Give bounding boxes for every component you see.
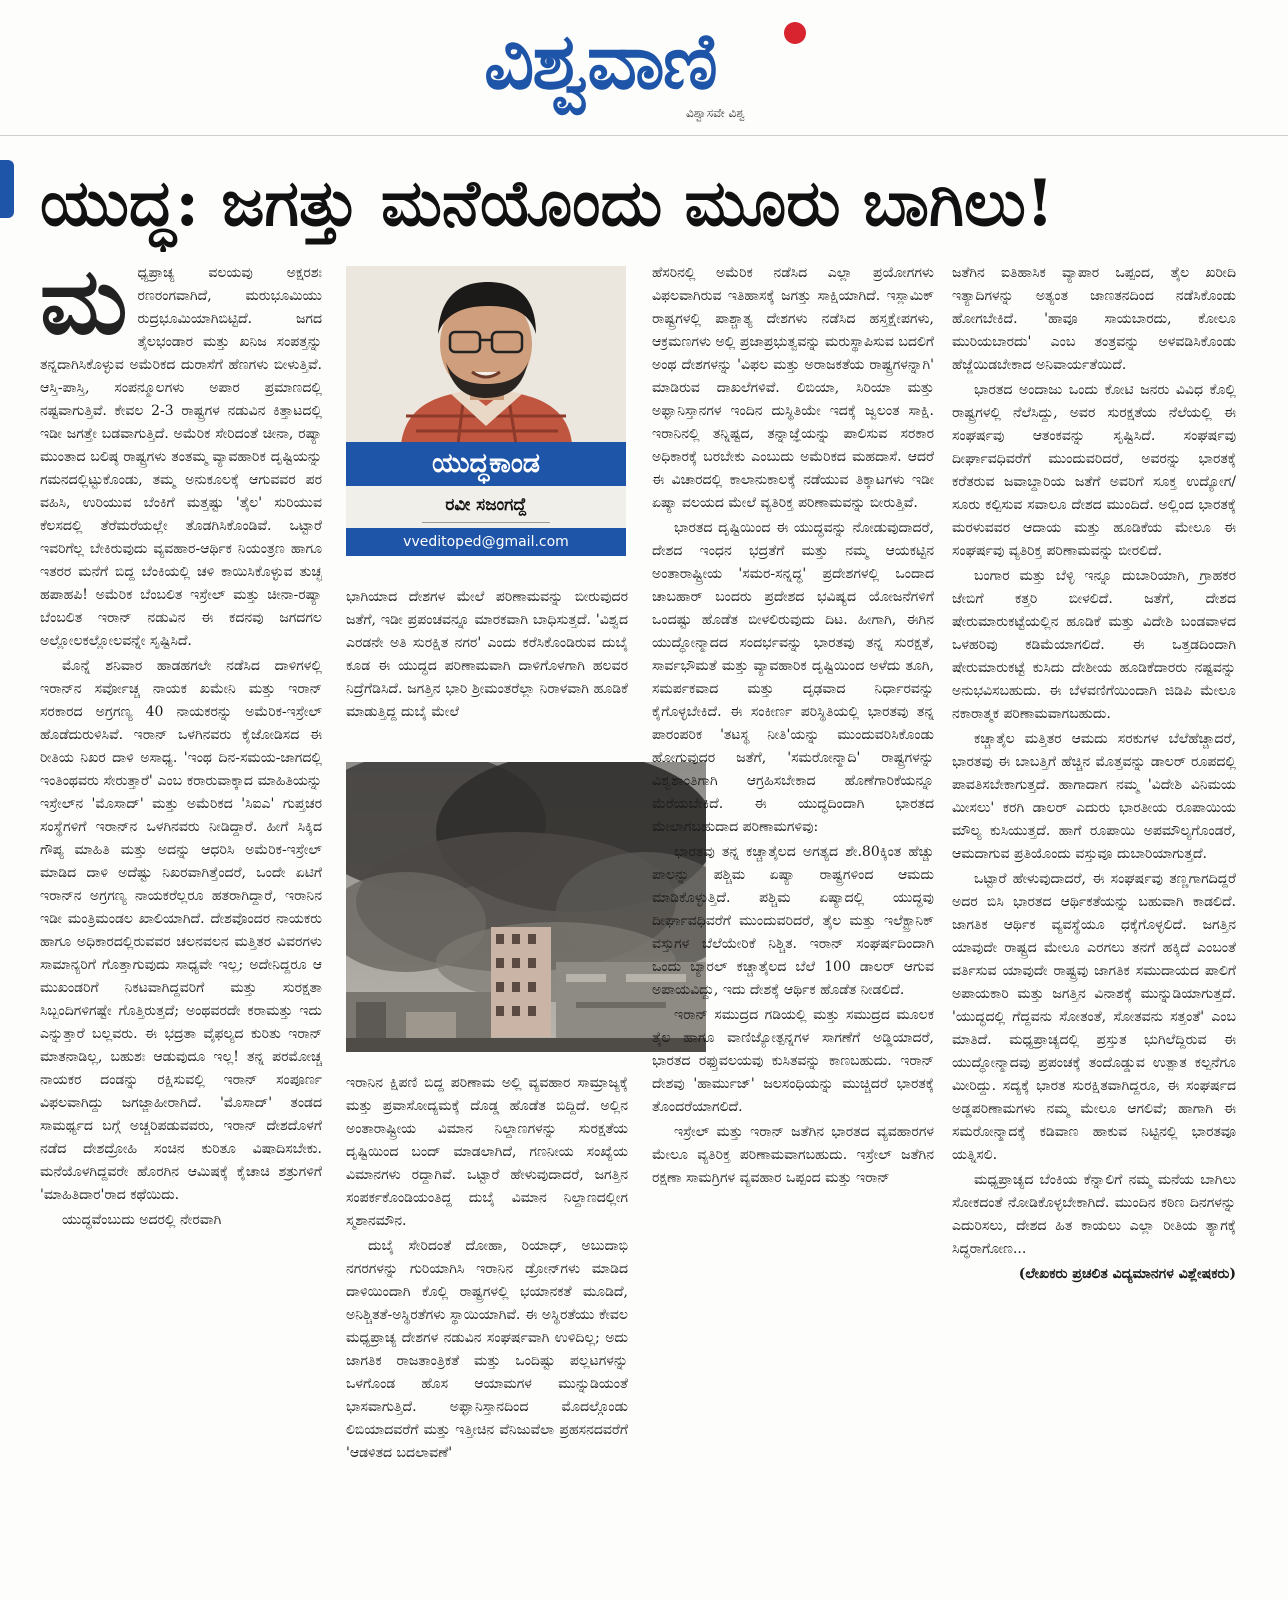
article-paragraph: ದುಬೈ ಸೇರಿದಂತೆ ದೋಹಾ, ರಿಯಾಧ್, ಅಬುದಾಭಿ ನಗರಗಳನ್ನು ಗುರಿಯಾಗಿಸಿ ಇರಾನಿನ ಡ್ರೋನ್‌ಗಳು ಮಾಡಿದ ದಾಳಿಯಿಂದಾಗಿ ಕೊಲ್ಲಿ ರಾಷ್ಟ್ರಗಳಲ್ಲಿ ಭಯಾನಕತೆ ಮೂಡಿದೆ, ಅನಿಶ್ಚಿತತೆ-ಅಸ್ಥಿರತೆಗಳು ಸ್ಥಾಯಿಯಾಗಿವೆ. ಈ ಅಸ್ಥಿರತೆಯು ಕೇವಲ ಮಧ್ಯಪ್ರಾಚ್ಯ ದೇಶಗಳ ನಡುವಿನ ಸಂಘರ್ಷವಾಗಿ ಉಳಿದಿಲ್ಲ; ಅದು ಜಾಗತಿಕ ರಾಜತಾಂತ್ರಿಕತೆ ಮತ್ತು ಒಂದಿಷ್ಟು ಪಲ್ಲಟಗಳನ್ನು ಒಳಗೊಂಡ ಹೊಸ ಆಯಾಮಗಳ ಮುನ್ನುಡಿಯಂತೆ ಭಾಸವಾಗುತ್ತಿದೆ. ಅಫ್ಘಾನಿಸ್ತಾನದಿಂದ ಮೊದಲ್ಗೊಂಡು ಲಿಬಿಯಾದವರೆಗೆ ಮತ್ತು ಇತ್ತೀಚಿನ ವೆನಿಜುವೆಲಾ ಪ್ರಹಸನದವರೆಗೆ 'ಆಡಳಿತದ ಬದಲಾವಣೆ' [346, 1238, 628, 1461]
author-byline: (ಲೇಖಕರು ಪ್ರಚಲಿತ ವಿದ್ಯಮಾನಗಳ ವಿಶ್ಲೇಷಕರು) [1018, 1266, 1236, 1282]
article-paragraph: ಇಸ್ರೇಲ್ ಮತ್ತು ಇರಾನ್ ಜತೆಗಿನ ಭಾರತದ ವ್ಯವಹಾರಗಳ ಮೇಲೂ ವ್ಯತಿರಿಕ್ತ ಪರಿಣಾಮವಾಗಬಹುದು. ಇಸ್ರೇಲ್ ಜತೆಗಿನ ರಕ್ಷಣಾ ಸಾಮಗ್ರಿಗಳ ವ್ಯವಹಾರ ಒಪ್ಪಂದ ಮತ್ತು ಇರಾನ್ [652, 1124, 934, 1186]
drop-cap: ಮ [40, 262, 128, 355]
article-paragraph: ಬಂಗಾರ ಮತ್ತು ಬೆಳ್ಳಿ ಇನ್ನೂ ದುಬಾರಿಯಾಗಿ, ಗ್ರಾಹಕರ ಜೇಬಿಗೆ ಕತ್ತರಿ ಬೀಳಲಿದೆ. ಜತೆಗೆ, ದೇಶದ ಷೇರುಮಾರುಕಟ್ಟೆಯಲ್ಲಿನ ಹೂಡಿಕೆ ಮತ್ತು ವಿದೇಶಿ ಬಂಡವಾಳದ ಒಳಹರಿವು ಕಡಿಮೆಯಾಗಲಿದೆ. ಈ ಒತ್ತಡದಿಂದಾಗಿ ಷೇರುಮಾರುಕಟ್ಟೆ ಕುಸಿದು ದೇಶೀಯ ಹೂಡಿಕೆದಾರರು ನಷ್ಟವನ್ನು ಅನುಭವಿಸಬಹುದು. ಈ ಬೆಳವಣಿಗೆಯಿಂದಾಗಿ ಜಿಡಿಪಿ ಮೇಲೂ ನಕಾರಾತ್ಮಕ ಪರಿಣಾಮವಾಗಬಹುದು. [952, 568, 1236, 722]
article-paragraph: ಭಾರತದ ದೃಷ್ಟಿಯಿಂದ ಈ ಯುದ್ಧವನ್ನು ನೋಡುವುದಾದರೆ, ದೇಶದ ಇಂಧನ ಭದ್ರತೆಗೆ ಮತ್ತು ನಮ್ಮ ಆಯಕಟ್ಟಿನ ಅಂತಾರಾಷ್ಟ್ರೀಯ 'ಸಮರ-ಸನ್ನದ್ಧ' ಪ್ರದೇಶಗಳಲ್ಲಿ ಒಂದಾದ ಚಾಬಹಾರ್ ಬಂದರು ಪ್ರದೇಶದ ಭವಿಷ್ಯದ ಯೋಜನೆಗಳಿಗೆ ಒಂದಷ್ಟು ಹೊಡೆತ ಬೀಳಲಿರುವುದು ದಿಟ. ಹೀಗಾಗಿ, ಈಗಿನ ಯುದ್ಧೋನ್ಮಾದದ ಸಂದರ್ಭವನ್ನು ಭಾರತವು ತನ್ನ ಸುರಕ್ಷತೆ, ಸಾರ್ವಭೌಮತೆ ಮತ್ತು ವ್ಯಾವಹಾರಿಕ ದೃಷ್ಟಿಯಿಂದ ಅಳೆದು ತೂಗಿ, ಸಮರ್ಪಕವಾದ ಮತ್ತು ದೃಢವಾದ ನಿರ್ಧಾರವನ್ನು ಕೈಗೊಳ್ಳಬೇಕಿದೆ. ಈ ಸಂಕೀರ್ಣ ಪರಿಸ್ಥಿತಿಯಲ್ಲಿ ಭಾರತವು ತನ್ನ ಪಾರಂಪರಿಕ 'ತಟಸ್ಥ ನೀತಿ'ಯನ್ನು ಮುಂದುವರಿಸಿಕೊಂಡು ಹೋಗುವುದರ ಜತೆಗೆ, 'ಸಮರೋನ್ಮಾದಿ' ರಾಷ್ಟ್ರಗಳನ್ನು ವಿಶ್ವಶಾಂತಿಗಾಗಿ ಆಗ್ರಹಿಸಬೇಕಾದ ಹೊಣೆಗಾರಿಕೆಯನ್ನೂ ಮೆರೆಯಬೇಕಿದೆ. ಈ ಯುದ್ಧದಿಂದಾಗಿ ಭಾರತದ ಮೇಲಾಗಬಹುದಾದ ಪರಿಣಾಮಗಳಿವು: [652, 520, 934, 835]
article-headline: ಯುದ್ಧ: ಜಗತ್ತು ಮನೆಯೊಂದು ಮೂರು ಬಾಗಿಲು! [40, 166, 1054, 241]
article-column-2-top [346, 586, 628, 748]
article-column-4 [952, 262, 1236, 1562]
article-paragraph: ಇರಾನಿನ ಕ್ಷಿಪಣಿ ಬಿದ್ದ ಪರಿಣಾಮ ಅಲ್ಲಿ ವ್ಯವಹಾರ ಸಾಮ್ರಾಜ್ಯಕ್ಕೆ ಮತ್ತು ಪ್ರವಾಸೋದ್ಯಮಕ್ಕೆ ದೊಡ್ಡ ಹೊಡೆತ ಬಿದ್ದಿದೆ. ಅಲ್ಲಿನ ಅಂತಾರಾಷ್ಟ್ರೀಯ ವಿಮಾನ ನಿಲ್ದಾಣಗಳನ್ನು ಸುರಕ್ಷತೆಯ ದೃಷ್ಟಿಯಿಂದ ಬಂದ್ ಮಾಡಲಾಗಿದೆ, ಗಣನೀಯ ಸಂಖ್ಯೆಯ ವಿಮಾನಗಳು ರದ್ದಾಗಿವೆ. ಒಟ್ಟಾರೆ ಹೇಳುವುದಾದರೆ, ಜಗತ್ತಿನ ಸಂಪರ್ಕಕೊಂಡಿಯಂತಿದ್ದ ದುಬೈ ವಿಮಾನ ನಿಲ್ದಾಣದಲ್ಲೀಗ ಸ್ಮಶಾನಮೌನ. [346, 1075, 628, 1229]
article-paragraph: ಭಾರತದ ಅಂದಾಜು ಒಂದು ಕೋಟಿ ಜನರು ವಿವಿಧ ಕೊಲ್ಲಿ ರಾಷ್ಟ್ರಗಳಲ್ಲಿ ನೆಲೆಸಿದ್ದು, ಅವರ ಸುರಕ್ಷತೆಯ ನೆಲೆಯಲ್ಲಿ ಈ ಸಂಘರ್ಷವು ಆತಂಕವನ್ನು ಸೃಷ್ಟಿಸಿದೆ. ಸಂಘರ್ಷವು ದೀರ್ಘಾವಧಿವರೆಗೆ ಮುಂದುವರಿದರೆ, ಅವರನ್ನು ಭಾರತಕ್ಕೆ ಕರೆತರುವ ಜವಾಬ್ದಾರಿಯ ಜತೆಗೆ ಅವರಿಗೆ ಸೂಕ್ತ ಉದ್ಯೋಗ/ಸೂರು ಕಲ್ಪಿಸುವ ಸವಾಲೂ ದೇಶದ ಮುಂದಿದೆ. ಅಲ್ಲಿಂದ ಭಾರತಕ್ಕೆ ಮರಳುವವರ ಆದಾಯ ಮತ್ತು ಹೂಡಿಕೆಯ ಮೇಲೂ ಈ ಸಂಘರ್ಷವು ವ್ಯತಿರಿಕ್ತ ಪರಿಣಾಮವನ್ನು ಬೀರಲಿದೆ. [952, 382, 1236, 559]
article-paragraph [40, 262, 322, 653]
logo-text: ವಿಶ್ವವಾಣಿ [484, 17, 716, 107]
logo-red-dot-icon [784, 22, 806, 44]
article-paragraph: ಜತೆಗಿನ ಐತಿಹಾಸಿಕ ವ್ಯಾಪಾರ ಒಪ್ಪಂದ, ತೈಲ ಖರೀದಿ ಇತ್ಯಾದಿಗಳನ್ನು ಅತ್ಯಂತ ಜಾಣತನದಿಂದ ನಡೆಸಿಕೊಂಡು ಹೋಗಬೇಕಿದೆ. 'ಹಾವೂ ಸಾಯಬಾರದು, ಕೋಲೂ ಮುರಿಯಬಾರದು' ಎಂಬ ತಂತ್ರವನ್ನು ಅಳವಡಿಸಿಕೊಂಡು ಹೆಜ್ಜೆಯಿಡಬೇಕಾದ ಅನಿವಾರ್ಯತೆಯಿದೆ. [952, 265, 1236, 373]
paragraph-text: ಧ್ಯಪ್ರಾಚ್ಯ ವಲಯವು ಅಕ್ಷರಶಃ ರಣರಂಗವಾಗಿದೆ, ಮರುಭೂಮಿಯು ರುದ್ರಭೂಮಿಯಾಗಿಬಿಟ್ಟಿದೆ. ಜಗದ ತೈಲಭಂಡಾರ ಮತ್ತು ಖನಿಜ ಸಂಪತ್ತನ್ನು ತನ್ನದಾಗಿಸಿಕೊಳ್ಳುವ ಅಮೆರಿಕದ ದುರಾಸೆಗೆ ಹೆಣಗಳು ಬೀಳುತ್ತಿವೆ. ಆಸ್ತಿ-ಪಾಸ್ತಿ, ಸಂಪನ್ಮೂಲಗಳು ಅಪಾರ ಪ್ರಮಾಣದಲ್ಲಿ ನಷ್ಟವಾಗುತ್ತಿವೆ. ಕೇವಲ 2-3 ರಾಷ್ಟ್ರಗಳ ನಡುವಿನ ಕಿತ್ತಾಟದಲ್ಲಿ ಇಡೀ ಜಗತ್ತೇ ಬಡವಾಗುತ್ತಿದೆ. ಅಮೆರಿಕ ಸೇರಿದಂತೆ ಚೀನಾ, ರಷ್ಯಾ ಮುಂತಾದ ಬಲಿಷ್ಠ ರಾಷ್ಟ್ರಗಳು ತಂತಮ್ಮ ವ್ಯಾವಹಾರಿಕ ದೃಷ್ಟಿಯನ್ನು ಗಮನದಲ್ಲಿಟ್ಟುಕೊಂಡು, ತಮ್ಮ ಅನುಕೂಲಕ್ಕೆ ಆಗುವವರ ಪರ ವಹಿಸಿ, ಉರಿಯುವ ಬೆಂಕಿಗೆ ಮತ್ತಷ್ಟು 'ತೈಲ' ಸುರಿಯುವ ಕೆಲಸದಲ್ಲಿ ತೆರೆಮರೆಯಲ್ಲೇ ತೊಡಗಿಸಿಕೊಂಡಿವೆ. ಒಟ್ಟಾರೆ ಇವರಿಗೆಲ್ಲ ಬೇಕಿರುವುದು ವ್ಯವಹಾರ-ಆರ್ಥಿಕ ನಿಯಂತ್ರಣ ಹಾಗೂ ಇತರರ ಮನೆಗೆ ಬಿದ್ದ ಬೆಂಕಿಯಲ್ಲಿ ಚಳಿ ಕಾಯಿಸಿಕೊಳ್ಳುವ ತುಚ್ಛ ಹಪಾಹಪಿ! ಅಮೆರಿಕ ಬೆಂಬಲಿತ ಇಸ್ರೇಲ್ ಮತ್ತು ಚೀನಾ-ರಷ್ಯಾ ಬೆಂಬಲಿತ ಇರಾನ್ ನಡುವಿನ ಈ ಕದನವು ಜಗದಗಲ ಅಲ್ಲೋಲಕಲ್ಲೋಲವನ್ನೇ ಸೃಷ್ಟಿಸಿದೆ. [40, 265, 322, 649]
column-title: ಯುದ್ಧಕಾಂಡ [432, 448, 540, 479]
article-column-2-bottom [346, 1072, 628, 1562]
divider [422, 522, 550, 523]
author-name: ರವೀ ಸಜಂಗದ್ದೆ [445, 495, 527, 515]
article-column-1 [40, 262, 322, 1562]
article-paragraph: ಮಧ್ಯಪ್ರಾಚ್ಯದ ಬೆಂಕಿಯ ಕೆನ್ನಾಲಿಗೆ ನಮ್ಮ ಮನೆಯ ಬಾಗಿಲು ಸೋಕದಂತೆ ನೋಡಿಕೊಳ್ಳಬೇಕಾಗಿದೆ. ಮುಂದಿನ ಕಠಿಣ ದಿನಗಳನ್ನು ಎದುರಿಸಲು, ದೇಶದ ಹಿತ ಕಾಯಲು ಎಲ್ಲಾ ರೀತಿಯ ತ್ಯಾಗಕ್ಕೆ ಸಿದ್ಧರಾಗೋಣ... [952, 1172, 1236, 1257]
article-paragraph: ಭಾರತವು ತನ್ನ ಕಚ್ಚಾತೈಲದ ಅಗತ್ಯದ ಶೇ.80ಕ್ಕಿಂತ ಹೆಚ್ಚು ಪಾಲನ್ನು ಪಶ್ಚಿಮ ಏಷ್ಯಾ ರಾಷ್ಟ್ರಗಳಿಂದ ಆಮದು ಮಾಡಿಕೊಳ್ಳುತ್ತಿದೆ. ಪಶ್ಚಿಮ ಏಷ್ಯಾದಲ್ಲಿ ಯುದ್ಧವು ದೀರ್ಘಾವಧಿವರೆಗೆ ಮುಂದುವರಿದರೆ, ತೈಲ ಮತ್ತು ಇಲೆಕ್ಟ್ರಾನಿಕ್ ವಸ್ತುಗಳ ಬೆಲೆಯೇರಿಕೆ ನಿಶ್ಚಿತ. ಇರಾನ್ ಸಂಘರ್ಷದಿಂದಾಗಿ ಒಂದು ಬ್ಯಾರಲ್ ಕಚ್ಚಾತೈಲದ ಬೆಲೆ 100 ಡಾಲರ್ ಆಗುವ ಅಪಾಯವಿದ್ದು, ಇದು ದೇಶಕ್ಕೆ ಆರ್ಥಿಕ ಹೊಡೆತ ನೀಡಲಿದೆ. [652, 844, 934, 998]
section-marker [0, 160, 14, 218]
author-portrait [346, 266, 626, 444]
article-paragraph: ಯುದ್ಧವೆಂಬುದು ಅದರಲ್ಲಿ ನೇರವಾಗಿ [62, 1212, 222, 1228]
article-paragraph: ಕಚ್ಚಾತೈಲ ಮತ್ತಿತರ ಆಮದು ಸರಕುಗಳ ಬೆಲೆಹೆಚ್ಚಾದರೆ, ಭಾರತವು ಈ ಬಾಬತ್ತಿಗೆ ಹೆಚ್ಚಿನ ಮೊತ್ತವನ್ನು ಡಾಲರ್ ರೂಪದಲ್ಲಿ ಪಾವತಿಸಬೇಕಾಗುತ್ತದೆ. ಹಾಗಾದಾಗ ನಮ್ಮ 'ವಿದೇಶಿ ವಿನಿಮಯ ಮೀಸಲು' ಕರಗಿ ಡಾಲರ್ ಎದುರು ಭಾರತೀಯ ರೂಪಾಯಿಯ ಮೌಲ್ಯ ಕುಸಿಯುತ್ತದೆ. ಹಾಗೆ ರೂಪಾಯಿ ಅಪಮೌಲ್ಯಗೊಂಡರೆ, ಆಮದಾಗುವ ಪ್ರತಿಯೊಂದು ವಸ್ತುವೂ ದುಬಾರಿಯಾಗುತ್ತದೆ. [952, 731, 1236, 862]
newspaper-logo[interactable] [484, 14, 814, 126]
author-box [346, 266, 626, 556]
article-paragraph: ಒಟ್ಟಾರೆ ಹೇಳುವುದಾದರೆ, ಈ ಸಂಘರ್ಷವು ತಣ್ಣಗಾಗದಿದ್ದರೆ ಅದರ ಬಿಸಿ ಭಾರತದ ಆರ್ಥಿಕತೆಯನ್ನು ಬಹುವಾಗಿ ಕಾಡಲಿದೆ. ಜಾಗತಿಕ ಆರ್ಥಿಕ ವ್ಯವಸ್ಥೆಯೂ ಧಕ್ಕೆಗೊಳ್ಳಲಿದೆ. ಜಗತ್ತಿನ ಯಾವುದೇ ರಾಷ್ಟ್ರದ ಮೇಲೂ ಎರಗಲು ತನಗೆ ಹಕ್ಕಿದೆ ಎಂಬಂತೆ ವರ್ತಿಸುವ ಯಾವುದೇ ರಾಷ್ಟ್ರವು ಜಾಗತಿಕ ಸಮುದಾಯದ ಪಾಲಿಗೆ ಅಪಾಯಕಾರಿ ಮತ್ತು ಜಗತ್ತಿನ ವಿನಾಶಕ್ಕೆ ಮುನ್ನುಡಿಯಾಗುತ್ತದೆ. 'ಯುದ್ಧದಲ್ಲಿ ಗೆದ್ದವನು ಸೋತಂತೆ, ಸೋತವನು ಸತ್ತಂತೆ' ಎಂಬ ಮಾತಿದೆ. ಮಧ್ಯಪ್ರಾಚ್ಯದಲ್ಲಿ ಪ್ರಸ್ತುತ ಭುಗಿಲೆದ್ದಿರುವ ಈ ಯುದ್ಧೋನ್ಮಾದವು ಪ್ರಪಂಚಕ್ಕೆ ತಂದೊಡ್ಡುವ ಉತ್ಪಾತ ಕಲ್ಪನೆಗೂ ಮೀರಿದ್ದು. ಸದ್ಯಕ್ಕೆ ಭಾರತ ಸುರಕ್ಷಿತವಾಗಿದ್ದರೂ, ಈ ಸಂಘರ್ಷದ ಅಡ್ಡಪರಿಣಾಮಗಳು ನಮ್ಮ ಮೇಲೂ ಆಗಲಿವೆ; ಹಾಗಾಗಿ ಈ ಸಮರೋನ್ಮಾದಕ್ಕೆ ಕಡಿವಾಣ ಹಾಕುವ ನಿಟ್ಟಿನಲ್ಲಿ ಭಾರತವೂ ಯತ್ನಿಸಲಿ. [952, 871, 1236, 1163]
article-paragraph: ಹೆಸರಿನಲ್ಲಿ ಅಮೆರಿಕ ನಡೆಸಿದ ಎಲ್ಲಾ ಪ್ರಯೋಗಗಳು ವಿಫಲವಾಗಿರುವ ಇತಿಹಾಸಕ್ಕೆ ಜಗತ್ತು ಸಾಕ್ಷಿಯಾಗಿದೆ. ಇಸ್ಲಾಮಿಕ್ ರಾಷ್ಟ್ರಗಳಲ್ಲಿ ಪಾಶ್ಚಾತ್ಯ ದೇಶಗಳು ನಡೆಸಿದ ಹಸ್ತಕ್ಷೇಪಗಳು, ಆಕ್ರಮಣಗಳು ಅಲ್ಲಿ ಪ್ರಜಾಪ್ರಭುತ್ವವನ್ನು ಮರುಸ್ಥಾಪಿಸುವ ಬದಲಿಗೆ ಅಂಥ ದೇಶಗಳನ್ನು 'ವಿಫಲ ಮತ್ತು ಅರಾಜಕತೆಯ ರಾಷ್ಟ್ರಗಳನ್ನಾಗಿ' ಮಾಡಿರುವ ದಾಖಲೆಗಳಿವೆ. ಲಿಬಿಯಾ, ಸಿರಿಯಾ ಮತ್ತು ಅಫ್ಘಾನಿಸ್ತಾನಗಳ ಇಂದಿನ ದುಸ್ಥಿತಿಯೇ ಇದಕ್ಕೆ ಜ್ವಲಂತ ಸಾಕ್ಷಿ. ಇರಾನಿನಲ್ಲಿ ತನ್ನಿಷ್ಟದ, ತನ್ನಾಜ್ಞೆಯನ್ನು ಪಾಲಿಸುವ ಸರಕಾರ ಅಧಿಕಾರಕ್ಕೆ ಬರಬೇಕು ಎಂಬುದು ಅಮೆರಿಕದ ಮಹದಾಸೆ. ಆದರೆ ಈ ವಿಚಾರದಲ್ಲಿ ಕಾಲಾನುಕಾಲಕ್ಕೆ ನಡೆಯುವ ತಿಕ್ಕಾಟಗಳು ಇಡೀ ಏಷ್ಯಾ ವಲಯದ ಮೇಲೆ ವ್ಯತಿರಿಕ್ತ ಪರಿಣಾಮವನ್ನು ಬೀರುತ್ತಿವೆ. [652, 265, 934, 511]
masthead [0, 0, 1288, 136]
article-paragraph: ಭಾಗಿಯಾದ ದೇಶಗಳ ಮೇಲೆ ಪರಿಣಾಮವನ್ನು ಬೀರುವುದರ ಜತೆಗೆ, ಇಡೀ ಪ್ರಪಂಚವನ್ನೂ ಮಾರಕವಾಗಿ ಬಾಧಿಸುತ್ತದೆ. 'ವಿಶ್ವದ ಎರಡನೇ ಅತಿ ಸುರಕ್ಷಿತ ನಗರ' ಎಂದು ಕರೆಸಿಕೊಂಡಿರುವ ದುಬೈ ಕೂಡ ಈ ಯುದ್ಧದ ಪರಿಣಾಮವಾಗಿ ದಾಳಿಗೊಳಗಾಗಿ ಹಲವರ ನಿದ್ರೆಗೆಡಿಸಿದೆ. ಜಗತ್ತಿನ ಭಾರಿ ಶ್ರೀಮಂತರೆಲ್ಲಾ ನಿರಾಳವಾಗಿ ಹೂಡಿಕೆ ಮಾಡುತ್ತಿದ್ದ ದುಬೈ ಮೇಲೆ [346, 589, 628, 720]
article-column-3 [652, 262, 934, 1562]
author-email-link[interactable]: vveditoped@gmail.com [346, 528, 626, 556]
logo-tagline: ವಿಶ್ವಾಸವೇ ವಿಶ್ವ [686, 106, 745, 120]
article-paragraph: ಇರಾನ್ ಸಮುದ್ರದ ಗಡಿಯಲ್ಲಿ ಮತ್ತು ಸಮುದ್ರದ ಮೂಲಕ ತೈಲ ಹಾಗೂ ವಾಣಿಜ್ಯೋತ್ಪನ್ನಗಳ ಸಾಗಣೆಗೆ ಅಡ್ಡಿಯಾದರೆ, ಭಾರತದ ರಫ್ತುವಲಯವು ಕುಸಿತವನ್ನು ಕಾಣಬಹುದು. ಇರಾನ್ ದೇಶವು 'ಹಾರ್ಮುಜ್' ಜಲಸಂಧಿಯನ್ನು ಮುಚ್ಚಿದರೆ ಭಾರತಕ್ಕೆ ತೊಂದರೆಯಾಗಲಿದೆ. [652, 1007, 934, 1115]
article-paragraph: ಮೊನ್ನೆ ಶನಿವಾರ ಹಾಡಹಗಲೇ ನಡೆಸಿದ ದಾಳಿಗಳಲ್ಲಿ ಇರಾನ್‌ನ ಸರ್ವೋಚ್ಚ ನಾಯಕ ಖಮೇನಿ ಮತ್ತು ಇರಾನ್ ಸರಕಾರದ ಅಗ್ರಗಣ್ಯ 40 ನಾಯಕರನ್ನು ಅಮೆರಿಕ-ಇಸ್ರೇಲ್ ಹೊಡೆದುರುಳಿಸಿವೆ. ಇರಾನ್ ಒಳಗಿನವರು ಕೈಜೋಡಿಸದ ಈ ರೀತಿಯ ನಿಖರ ದಾಳಿ ಅಸಾಧ್ಯ. 'ಇಂಥ ದಿನ-ಸಮಯ-ಜಾಗದಲ್ಲಿ ಇಂತಿಂಥವರು ಸೇರುತ್ತಾರೆ' ಎಂಬ ಕರಾರುವಾಕ್ಕಾದ ಮಾಹಿತಿಯನ್ನು ಇಸ್ರೇಲ್‌ನ 'ಮೊಸಾದ್' ಮತ್ತು ಅಮೆರಿಕದ 'ಸಿಐಎ' ಗುಪ್ತಚರ ಸಂಸ್ಥೆಗಳಿಗೆ ಇರಾನ್‌ನ ಒಳಗಿನವರು ನೀಡಿದ್ದಾರೆ. ಹೀಗೆ ಸಿಕ್ಕಿದ ಗೌಪ್ಯ ಮಾಹಿತಿ ಮತ್ತು ಅದನ್ನು ಆಧರಿಸಿ ಅಮೆರಿಕ-ಇಸ್ರೇಲ್ ಮಾಡಿದ ದಾಳಿ ಅದೆಷ್ಟು ನಿಖರವಾಗಿತ್ತೆಂದರೆ, ಒಂದೇ ಏಟಿಗೆ ಇರಾನ್‌ನ ಅಗ್ರಗಣ್ಯ ನಾಯಕರೆಲ್ಲರೂ ಹತರಾಗಿದ್ದಾರೆ, ಇರಾನಿನ ಇಡೀ ಮಂತ್ರಿಮಂಡಲ ಖಾಲಿಯಾಗಿದೆ. ದೇಶವೊಂದರ ನಾಯಕರು ಹಾಗೂ ಅಧಿಕಾರದಲ್ಲಿರುವವರ ಚಲನವಲನ ಮತ್ತಿತರ ವಿವರಗಳು ಸಾಮಾನ್ಯರಿಗೆ ಗೊತ್ತಾಗುವುದು ಸಾಧ್ಯವೇ ಇಲ್ಲ; ಅದೇನಿದ್ದರೂ ಆ ಮುಖಂಡರಿಗೆ ನಿಕಟವಾಗಿದ್ದವರಿಗೆ ಮತ್ತು ಸುರಕ್ಷತಾ ಸಿಬ್ಬಂದಿಗಳಿಗಷ್ಟೇ ಗೊತ್ತಿರುತ್ತದೆ; ಅಂಥವರದೇ ಕರಾಮತ್ತು ಇದು ಎನ್ನುತ್ತಾರೆ ಬಲ್ಲವರು. ಈ ಭದ್ರತಾ ವೈಫಲ್ಯದ ಕುರಿತು ಇರಾನ್ ಮಾತನಾಡಿಲ್ಲ, ಬಹುಶಃ ಆಡುವುದೂ ಇಲ್ಲ! ತನ್ನ ಪರಮೋಚ್ಚ ನಾಯಕರ ದಂಡನ್ನು ರಕ್ಷಿಸುವಲ್ಲಿ ಇರಾನ್ ಸಂಪೂರ್ಣ ವಿಫಲವಾಗಿದ್ದು ಜಗಜ್ಜಾಹೀರಾಗಿದೆ. 'ಮೊಸಾದ್' ತಂಡದ ಸಾಮರ್ಥ್ಯದ ಬಗ್ಗೆ ಅಚ್ಚರಿಪಡುವವರು, ಇರಾನ್ ದೇಶದೊಳಗೆ ನಡೆದ ದೇಶದ್ರೋಹಿ ಸಂಚಿನ ಕುರಿತೂ ವಿಷಾದಿಸಬೇಕು. ಮನೆಯೊಳಗಿದ್ದವರೇ ಹೊರಗಿನ ಆಮಿಷಕ್ಕೆ ಕೈಚಾಚಿ ಶತ್ರುಗಳಿಗೆ 'ಮಾಹಿತಿದಾರ'ರಾದ ಕಥೆಯಿದು. [40, 658, 322, 1203]
